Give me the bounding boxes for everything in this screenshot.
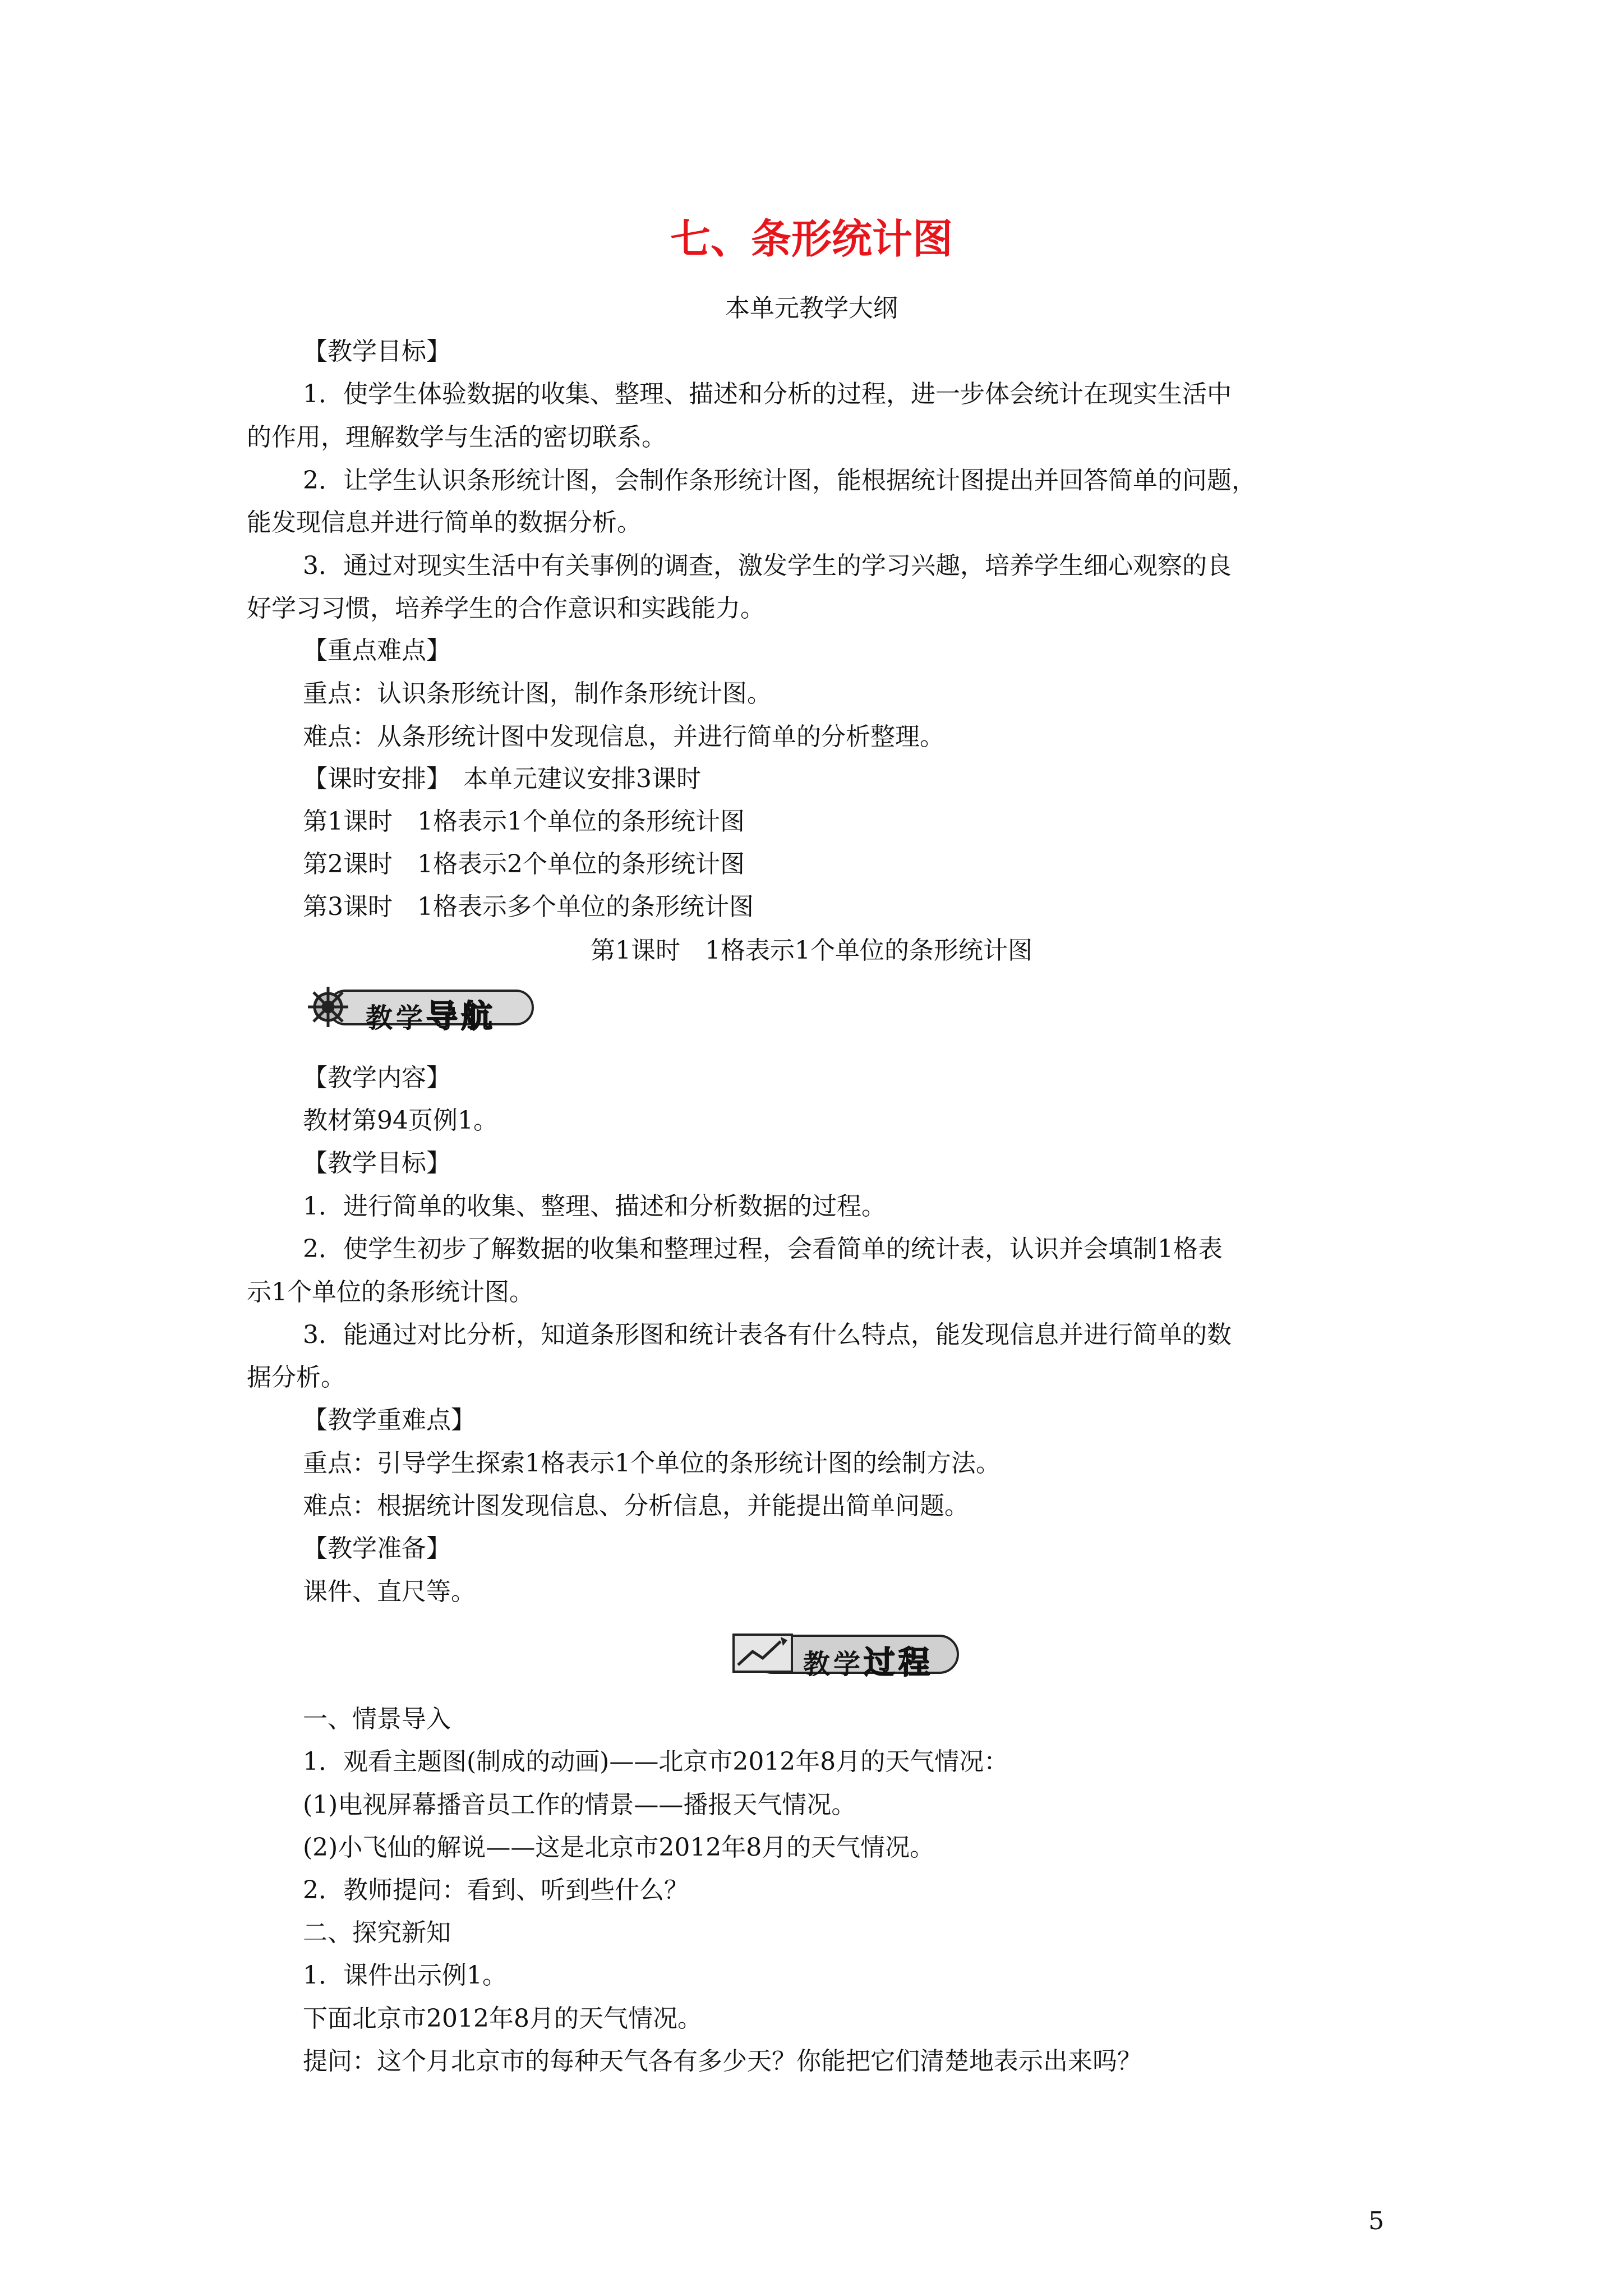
unit-goals-heading: 【教学目标】 bbox=[303, 337, 451, 366]
unit-goal-3-line-1: 3．通过对现实生活中有关事例的调查，激发学生的学习兴趣，培养学生细心观察的良 bbox=[303, 551, 1232, 580]
unit-lesson-3: 第3课时 1格表示多个单位的条形统计图 bbox=[303, 892, 754, 921]
lesson-title: 第1课时 1格表示1个单位的条形统计图 bbox=[591, 936, 1032, 965]
unit-difficult-point: 难点：从条形统计图中发现信息，并进行简单的分析整理。 bbox=[303, 723, 944, 751]
lesson-goals-heading: 【教学目标】 bbox=[303, 1149, 451, 1177]
section-1-item-2: 2．教师提问：看到、听到些什么？ bbox=[303, 1876, 689, 1904]
unit-goal-2-line-1: 2．让学生认识条形统计图，会制作条形统计图，能根据统计图提出并回答简单的问题， bbox=[303, 466, 1256, 495]
lesson-key-heading: 【教学重难点】 bbox=[303, 1406, 476, 1434]
page-number: 5 bbox=[1368, 2207, 1384, 2235]
badge-proc-text-b: 过程 bbox=[864, 1645, 934, 1681]
unit-key-heading: 【重点难点】 bbox=[303, 636, 451, 665]
lesson-goal-2-line-1: 2．使学生初步了解数据的收集和整理过程，会看简单的统计表，认识并会填制1格表 bbox=[303, 1235, 1223, 1263]
section-1-item-1-b: (2)小飞仙的解说——这是北京市2012年8月的天气情况。 bbox=[303, 1833, 935, 1862]
lesson-goal-1: 1．进行简单的收集、整理、描述和分析数据的过程。 bbox=[303, 1192, 886, 1221]
unit-lesson-2: 第2课时 1格表示2个单位的条形统计图 bbox=[303, 850, 745, 878]
prep-text: 课件、直尺等。 bbox=[303, 1577, 476, 1606]
teaching-process-badge bbox=[730, 1629, 961, 1681]
content-heading: 【教学内容】 bbox=[303, 1064, 451, 1092]
badge-nav-text bbox=[366, 992, 496, 1037]
lesson-difficult-point: 难点：根据统计图发现信息、分析信息，并能提出简单问题。 bbox=[303, 1492, 969, 1520]
unit-lesson-1: 第1课时 1格表示1个单位的条形统计图 bbox=[303, 807, 745, 836]
lesson-goal-3-line-2: 据分析。 bbox=[247, 1363, 345, 1392]
lesson-key-point: 重点：引导学生探索1格表示1个单位的条形统计图的绘制方法。 bbox=[303, 1449, 1000, 1478]
section-2-item-1-a: 下面北京市2012年8月的天气情况。 bbox=[303, 2004, 702, 2033]
ship-wheel-icon bbox=[303, 984, 353, 1030]
unit-schedule-heading: 【课时安排】 本单元建议安排3课时 bbox=[303, 765, 701, 793]
section-1-heading: 一、情景导入 bbox=[303, 1705, 451, 1733]
trend-chart-icon bbox=[730, 1629, 797, 1677]
unit-goal-1-line-1: 1．使学生体验数据的收集、整理、描述和分析的过程，进一步体会统计在现实生活中 bbox=[303, 380, 1232, 408]
prep-heading: 【教学准备】 bbox=[303, 1534, 451, 1563]
unit-outline-title: 本单元教学大纲 bbox=[725, 294, 898, 323]
badge-nav-text-b: 导航 bbox=[426, 999, 496, 1035]
teaching-navigation-badge bbox=[303, 984, 538, 1035]
badge-proc-text bbox=[803, 1638, 933, 1683]
section-2-item-1: 1．课件出示例1。 bbox=[303, 1961, 507, 1990]
badge-nav-text-a: 教学 bbox=[366, 1002, 427, 1034]
badge-proc-text-a: 教学 bbox=[803, 1649, 864, 1680]
page-title: 七、条形统计图 bbox=[670, 215, 953, 263]
lesson-goal-2-line-2: 示1个单位的条形统计图。 bbox=[247, 1278, 534, 1306]
content-text: 教材第94页例1。 bbox=[303, 1106, 498, 1135]
unit-goal-2-line-2: 能发现信息并进行简单的数据分析。 bbox=[247, 508, 642, 537]
unit-goal-1-line-2: 的作用，理解数学与生活的密切联系。 bbox=[247, 423, 666, 452]
section-1-item-1: 1．观看主题图(制成的动画)——北京市2012年8月的天气情况： bbox=[303, 1747, 1009, 1776]
unit-key-point: 重点：认识条形统计图，制作条形统计图。 bbox=[303, 679, 772, 708]
unit-goal-3-line-2: 好学习习惯，培养学生的合作意识和实践能力。 bbox=[247, 594, 765, 623]
section-2-item-1-b: 提问：这个月北京市的每种天气各有多少天？你能把它们清楚地表示出来吗？ bbox=[303, 2047, 1142, 2076]
section-1-item-1-a: (1)电视屏幕播音员工作的情景——播报天气情况。 bbox=[303, 1791, 856, 1819]
section-2-heading: 二、探究新知 bbox=[303, 1918, 451, 1947]
lesson-goal-3-line-1: 3．能通过对比分析，知道条形图和统计表各有什么特点，能发现信息并进行简单的数 bbox=[303, 1320, 1232, 1349]
